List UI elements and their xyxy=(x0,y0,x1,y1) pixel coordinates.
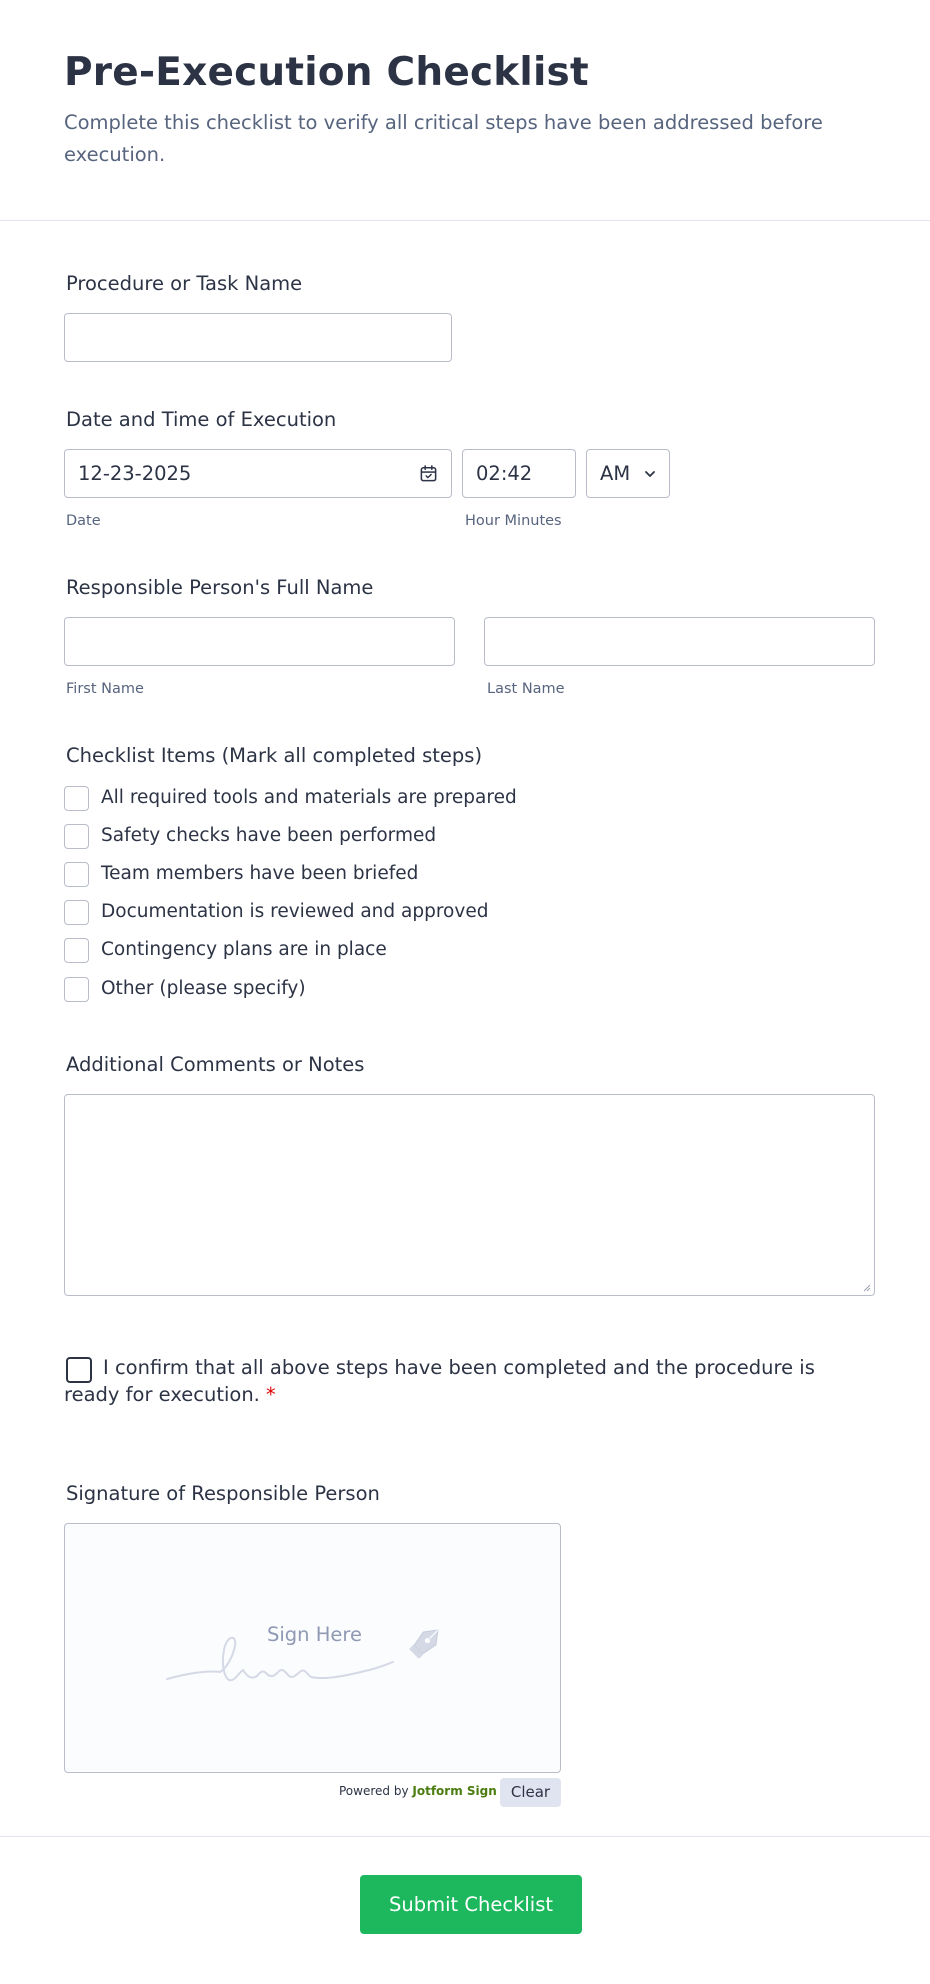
first-name-input[interactable] xyxy=(64,617,455,666)
required-mark: * xyxy=(265,1383,276,1406)
checklist-item-label: Safety checks have been performed xyxy=(101,825,437,846)
last-name-sublabel: Last Name xyxy=(487,681,565,697)
checklist-item-label: Other (please specify) xyxy=(101,978,306,999)
checkbox[interactable] xyxy=(64,977,89,1002)
chevron-down-icon xyxy=(643,467,657,481)
powered-by xyxy=(339,1784,497,1798)
resize-handle-icon[interactable] xyxy=(862,1283,871,1292)
signature-pad[interactable] xyxy=(64,1523,561,1773)
ampm-select[interactable] xyxy=(586,449,670,498)
last-name-input[interactable] xyxy=(484,617,875,666)
confirm-label xyxy=(64,1354,824,1408)
procedure-input[interactable] xyxy=(64,313,452,362)
sign-here-placeholder: Sign Here xyxy=(267,1623,362,1646)
comments-textarea[interactable] xyxy=(64,1094,875,1296)
checklist-label: Checklist Items (Mark all completed steps) xyxy=(66,744,483,767)
date-sublabel: Date xyxy=(66,513,101,529)
time-input[interactable] xyxy=(462,449,576,498)
date-input-value: 12-23-2025 xyxy=(78,462,192,485)
clear-signature-button[interactable]: Clear xyxy=(500,1778,561,1807)
page-subtitle: Complete this checklist to verify all critical steps have been addressed before execution. xyxy=(64,111,823,166)
jotform-sign-brand: Jotform Sign xyxy=(412,1784,497,1798)
time-sublabel: Hour Minutes xyxy=(465,513,562,529)
responsible-label: Responsible Person's Full Name xyxy=(66,576,374,599)
checklist-item-label: All required tools and materials are prepared xyxy=(101,787,517,808)
checklist-item-label: Team members have been briefed xyxy=(101,863,419,884)
checkbox[interactable] xyxy=(64,786,89,811)
procedure-label: Procedure or Task Name xyxy=(66,272,303,295)
checkbox[interactable] xyxy=(64,900,89,925)
signature-label: Signature of Responsible Person xyxy=(66,1482,380,1505)
confirm-text: I confirm that all above steps have been completed and the procedure is ready for execution. xyxy=(64,1356,815,1406)
powered-by-text: Powered by xyxy=(339,1784,409,1798)
checkbox[interactable] xyxy=(64,824,89,849)
comments-label: Additional Comments or Notes xyxy=(66,1053,365,1076)
checkbox[interactable] xyxy=(64,862,89,887)
pen-nib-icon xyxy=(405,1621,447,1663)
date-input[interactable] xyxy=(64,449,452,498)
checklist-item-label: Documentation is reviewed and approved xyxy=(101,901,489,922)
calendar-icon[interactable] xyxy=(419,464,438,483)
ampm-select-value: AM xyxy=(600,462,631,485)
divider xyxy=(0,1836,930,1837)
time-input-value: 02:42 xyxy=(476,462,533,485)
datetime-label: Date and Time of Execution xyxy=(66,408,337,431)
checkbox[interactable] xyxy=(64,938,89,963)
submit-button[interactable]: Submit Checklist xyxy=(360,1875,582,1934)
page-title: Pre-Execution Checklist xyxy=(64,50,589,95)
form-header xyxy=(0,0,930,221)
first-name-sublabel: First Name xyxy=(66,681,144,697)
checklist-item-label: Contingency plans are in place xyxy=(101,939,387,960)
